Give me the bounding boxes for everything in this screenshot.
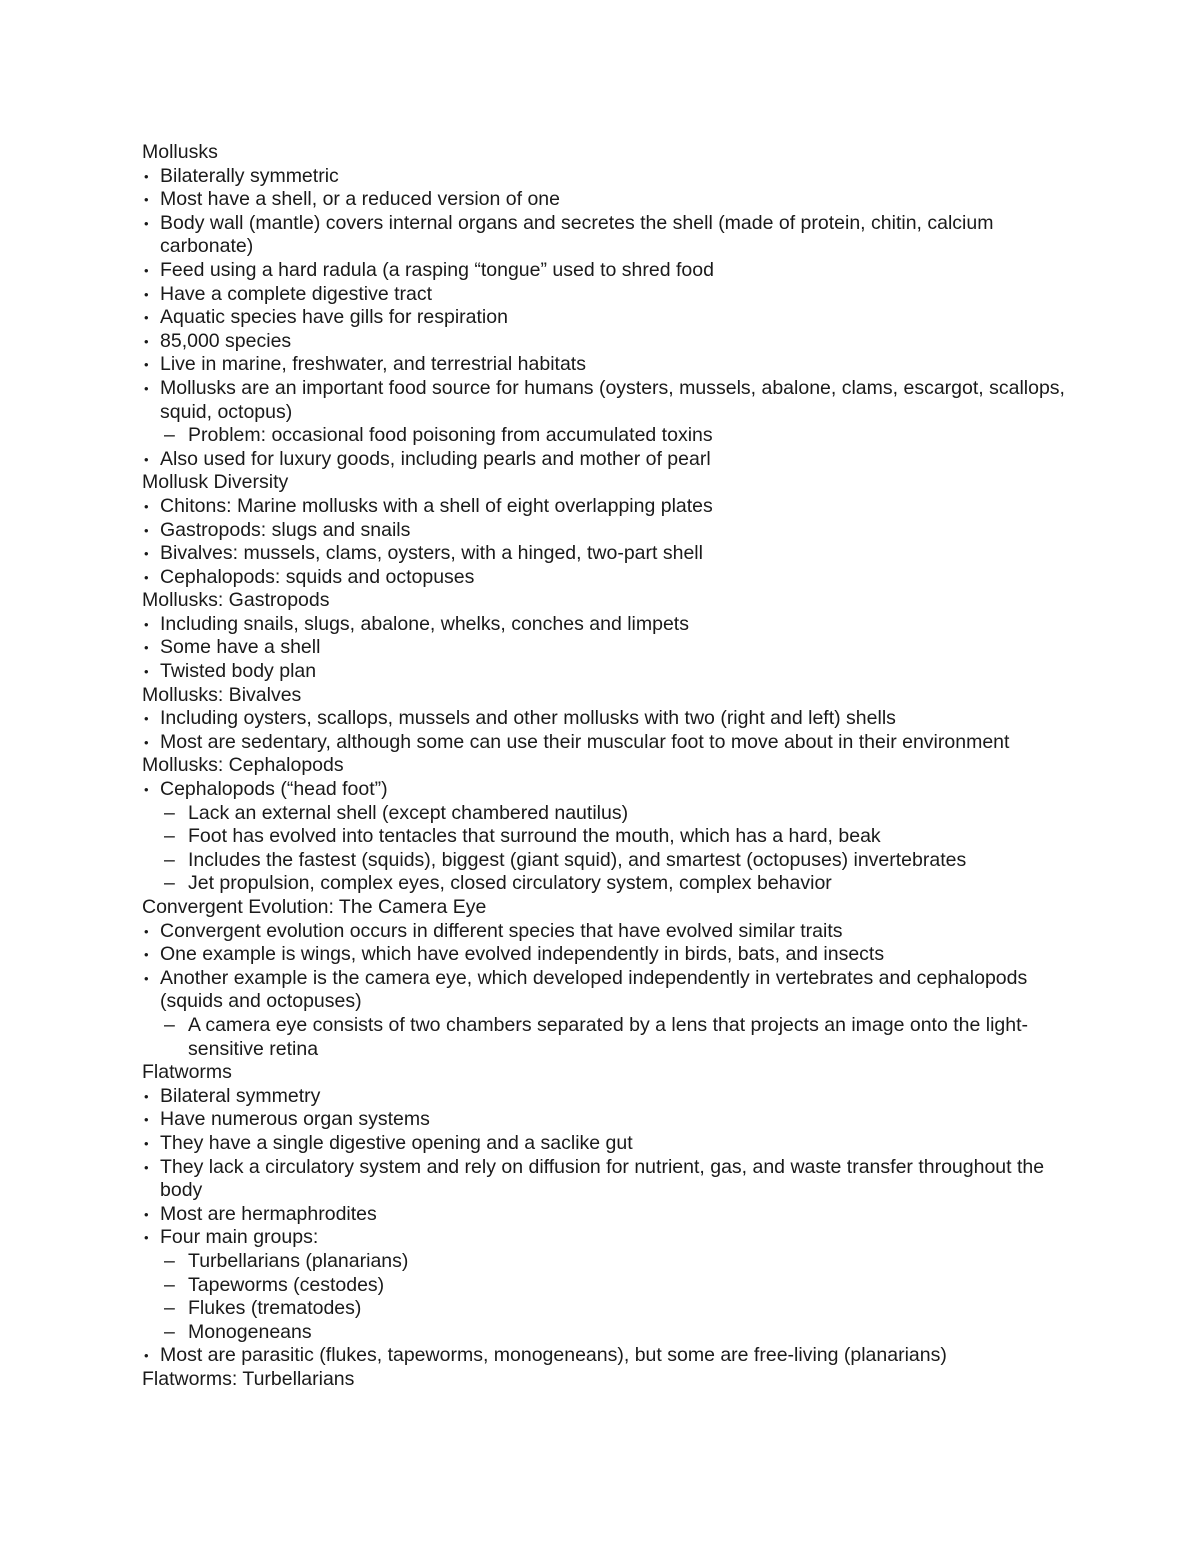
bullet-item: • Another example is the camera eye, which developed independently in vertebrates and cephalopods (squids and octopuses) (142, 967, 1082, 1014)
bullet-item: • Most are parasitic (flukes, tapeworms, monogeneans), but some are free-living (planarians) (142, 1344, 1082, 1368)
sub-bullet-item: – Monogeneans (142, 1321, 1082, 1345)
sub-bullet-item: – Tapeworms (cestodes) (142, 1274, 1082, 1298)
bullet-item: • Feed using a hard radula (a rasping “tongue” used to shred food (142, 259, 1082, 283)
sub-bullet-item: – Foot has evolved into tentacles that surround the mouth, which has a hard, beak (142, 825, 1082, 849)
bullet-item: • Have numerous organ systems (142, 1108, 1082, 1132)
bullet-item: • Including snails, slugs, abalone, whelks, conches and limpets (142, 613, 1082, 637)
bullet-item: • They have a single digestive opening and a saclike gut (142, 1132, 1082, 1156)
bullet-item: • Twisted body plan (142, 660, 1082, 684)
sub-bullet-item: – A camera eye consists of two chambers separated by a lens that projects an image onto the light-sensitive retina (142, 1014, 1082, 1061)
bullet-item: • Chitons: Marine mollusks with a shell of eight overlapping plates (142, 495, 1082, 519)
sub-bullet-item: – Includes the fastest (squids), biggest (giant squid), and smartest (octopuses) invertebrates (142, 849, 1082, 873)
bullet-item: • Bilaterally symmetric (142, 165, 1082, 189)
section-heading: Mollusks: Bivalves (142, 683, 302, 706)
bullet-item: • Aquatic species have gills for respiration (142, 306, 1082, 330)
section-heading: Mollusks (142, 141, 218, 163)
bullet-item: • Mollusks are an important food source for humans (oysters, mussels, abalone, clams, escargot, scallops, squid, octopus) (142, 377, 1082, 424)
bullet-item: • Cephalopods (“head foot”) (142, 778, 1082, 802)
bullet-item: • Have a complete digestive tract (142, 283, 1082, 307)
bullet-item: • They lack a circulatory system and rely on diffusion for nutrient, gas, and waste transfer throughout the body (142, 1156, 1082, 1203)
section-heading: Flatworms: Turbellarians (142, 1367, 355, 1390)
bullet-item: • Cephalopods: squids and octopuses (142, 566, 1082, 590)
bullet-item: • Live in marine, freshwater, and terrestrial habitats (142, 353, 1082, 377)
bullet-item: • Most have a shell, or a reduced version of one (142, 188, 1082, 212)
bullet-item: • Convergent evolution occurs in different species that have evolved similar traits (142, 920, 1082, 944)
bullet-item: • Most are hermaphrodites (142, 1203, 1082, 1227)
bullet-item: • Some have a shell (142, 636, 1082, 660)
sub-bullet-item: – Turbellarians (planarians) (142, 1250, 1082, 1274)
bullet-item: • One example is wings, which have evolved independently in birds, bats, and insects (142, 943, 1082, 967)
section-heading: Mollusks: Cephalopods (142, 754, 344, 777)
bullet-item: • 85,000 species (142, 330, 1082, 354)
bullet-item: • Also used for luxury goods, including pearls and mother of pearl (142, 448, 1082, 472)
sub-bullet-item: – Problem: occasional food poisoning from accumulated toxins (142, 424, 1082, 448)
sub-bullet-item: – Lack an external shell (except chambered nautilus) (142, 802, 1082, 826)
bullet-item: • Gastropods: slugs and snails (142, 519, 1082, 543)
sub-bullet-item: – Jet propulsion, complex eyes, closed circulatory system, complex behavior (142, 872, 1082, 896)
bullet-item: • Four main groups: (142, 1226, 1082, 1250)
bullet-item: • Bilateral symmetry (142, 1085, 1082, 1109)
bullet-item: • Including oysters, scallops, mussels and other mollusks with two (right and left) shells (142, 707, 1082, 731)
section-heading: Mollusk Diversity (142, 471, 289, 494)
sub-bullet-item: – Flukes (trematodes) (142, 1297, 1082, 1321)
section-heading: Mollusks: Gastropods (142, 589, 330, 612)
section-heading: Convergent Evolution: The Camera Eye (142, 896, 487, 918)
section-heading: Flatworms (142, 1061, 232, 1084)
bullet-item: • Body wall (mantle) covers internal organs and secretes the shell (made of protein, chitin, calcium carbonate) (142, 212, 1082, 259)
bullet-item: • Bivalves: mussels, clams, oysters, with a hinged, two-part shell (142, 542, 1082, 566)
document-page (142, 141, 1082, 1391)
bullet-item: • Most are sedentary, although some can use their muscular foot to move about in their environment (142, 731, 1082, 755)
